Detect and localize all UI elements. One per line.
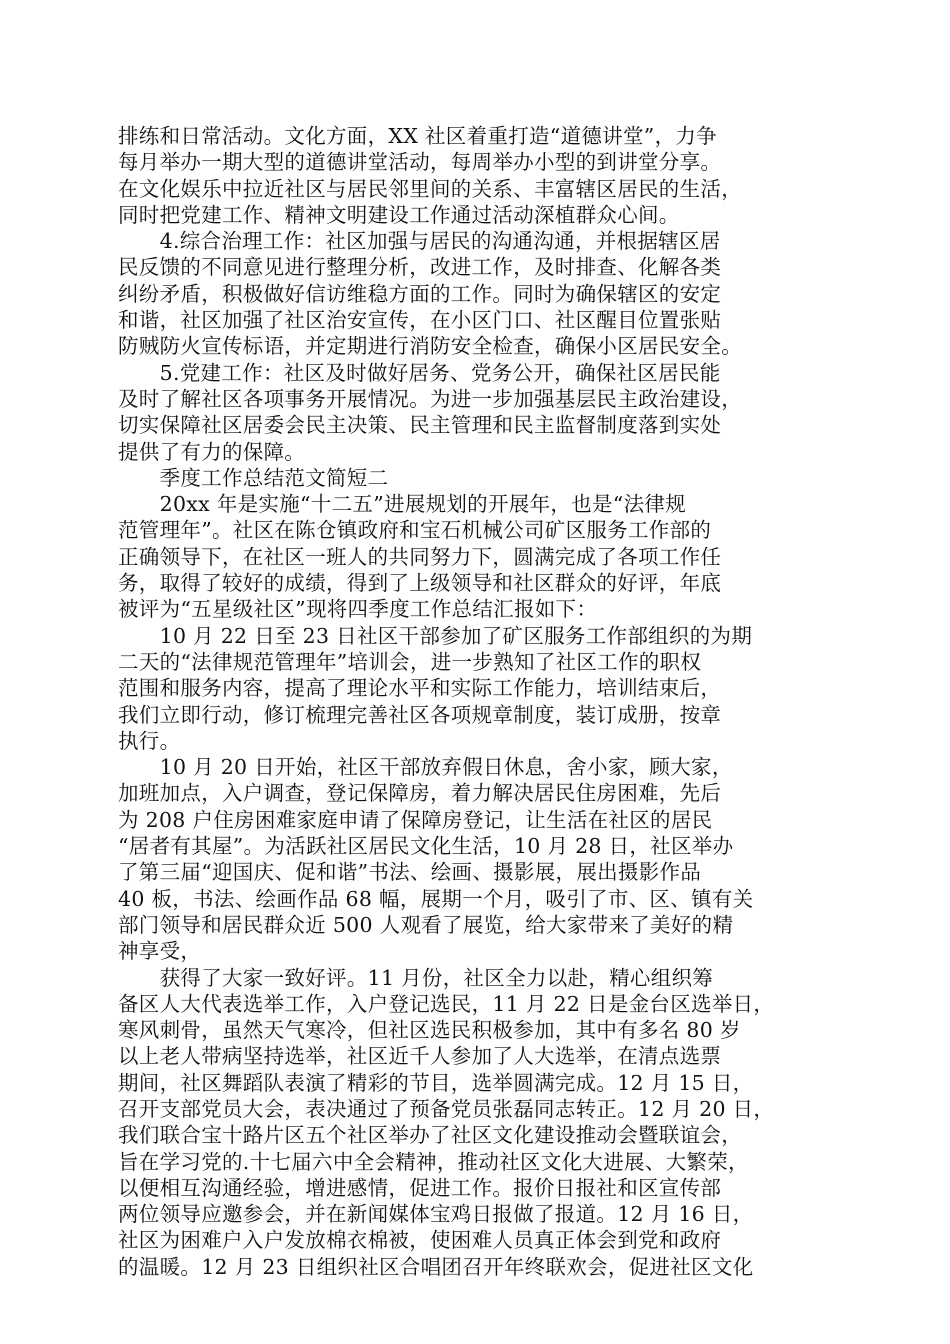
text-line: 执行。 — [118, 728, 181, 753]
text-line: 加班加点，入户调查，登记保障房，着力解决居民住房困难，先后 — [118, 781, 722, 806]
text-line: 务，取得了较好的成绩，得到了上级领导和社区群众的好评，年底 — [118, 571, 722, 596]
document-page — [118, 123, 808, 1280]
text-line: 召开支部党员大会，表决通过了预备党员张磊同志转正。12 月 20 日， — [118, 1096, 775, 1121]
text-line: 社区为困难户入户发放棉衣棉被，使困难人员真正体会到党和政府 — [118, 1228, 722, 1253]
text-line: 为 208 户住房困难家庭申请了保障房登记，让生活在社区的居民 — [118, 807, 713, 832]
text-line: 以便相互沟通经验，增进感情，促进工作。报价日报社和区宣传部 — [118, 1175, 722, 1200]
text-line: 10 月 22 日至 23 日社区干部参加了矿区服务工作部组织的为期 — [118, 623, 753, 648]
text-line: 每月举办一期大型的道德讲堂活动，每周举办小型的到讲堂分享。 — [118, 150, 722, 175]
text-line: 及时了解社区各项事务开展情况。为进一步加强基层民主政治建设， — [118, 386, 742, 411]
text-line: 切实保障社区居委会民主决策、民主管理和民主监督制度落到实处 — [118, 413, 722, 438]
text-line: 20xx 年是实施“十二五”进展规划的开展年，也是“法律规 — [118, 492, 686, 517]
text-line: 获得了大家一致好评。11 月份，社区全力以赴，精心组织筹 — [118, 965, 714, 990]
text-line: 在文化娱乐中拉近社区与居民邻里间的关系、丰富辖区居民的生活， — [118, 176, 742, 201]
text-line: 10 月 20 日开始，社区干部放弃假日休息，舍小家，顾大家， — [118, 755, 733, 780]
text-line: 纠纷矛盾，积极做好信访维稳方面的工作。同时为确保辖区的安定 — [118, 281, 722, 306]
text-line: 的温暖。12 月 23 日组织社区合唱团召开年终联欢会，促进社区文化 — [118, 1254, 754, 1279]
text-line: 寒风刺骨，虽然天气寒冷，但社区选民积极参加，其中有多名 80 岁 — [118, 1018, 741, 1043]
text-line: 提供了有力的保障。 — [118, 439, 306, 464]
section-heading: 季度工作总结范文简短二 — [118, 465, 389, 490]
text-line: 了第三届“迎国庆、促和谐”书法、绘画、摄影展，展出摄影作品 — [118, 860, 702, 885]
text-line: 4.综合治理工作：社区加强与居民的沟通沟通，并根据辖区居 — [118, 229, 721, 254]
text-line: 5.党建工作：社区及时做好居务、党务公开，确保社区居民能 — [118, 360, 721, 385]
text-line: “居者有其屋”。为活跃社区居民文化生活，10 月 28 日，社区举办 — [118, 834, 734, 859]
text-line: 范围和服务内容，提高了理论水平和实际工作能力，培训结束后， — [118, 676, 722, 701]
text-line: 期间，社区舞蹈队表演了精彩的节目，选举圆满完成。12 月 15 日， — [118, 1070, 754, 1095]
text-line: 排练和日常活动。文化方面，XX 社区着重打造“道德讲堂”，力争 — [118, 124, 717, 148]
text-line: 和谐，社区加强了社区治安宣传，在小区门口、社区醒目位置张贴 — [118, 308, 722, 333]
text-line: 民反馈的不同意见进行整理分析，改进工作，及时排查、化解各类 — [118, 255, 722, 280]
text-line: 以上老人带病坚持选举，社区近千人参加了人大选举，在清点选票 — [118, 1044, 722, 1069]
text-line: 两位领导应邀参会，并在新闻媒体宝鸡日报做了报道。12 月 16 日， — [118, 1202, 754, 1227]
text-line: 二天的“法律规范管理年”培训会，进一步熟知了社区工作的职权 — [118, 649, 702, 674]
text-line: 旨在学习党的.十七届六中全会精神，推动社区文化大进展、大繁荣， — [118, 1149, 749, 1174]
text-line: 神享受， — [118, 939, 202, 964]
text-line: 防贼防火宣传标语，并定期进行消防安全检查，确保小区居民安全。 — [118, 334, 742, 359]
text-line: 同时把党建工作、精神文明建设工作通过活动深植群众心间。 — [118, 202, 680, 227]
text-line: 范管理年”。社区在陈仓镇政府和宝石机械公司矿区服务工作部的 — [118, 518, 712, 543]
text-line: 部门领导和居民群众近 500 人观看了展览，给大家带来了美好的精 — [118, 912, 734, 937]
text-line: 我们联合宝十路片区五个社区举办了社区文化建设推动会暨联谊会， — [118, 1123, 742, 1148]
text-line: 正确领导下，在社区一班人的共同努力下，圆满完成了各项工作任 — [118, 544, 722, 569]
text-line: 40 板，书法、绘画作品 68 幅，展期一个月，吸引了市、区、镇有关 — [118, 886, 754, 911]
text-line: 我们立即行动，修订梳理完善社区各项规章制度，装订成册，按章 — [118, 702, 722, 727]
text-line: 备区人大代表选举工作，入户登记选民，11 月 22 日是金台区选举日， — [118, 991, 775, 1016]
text-line: 被评为“五星级社区”现将四季度工作总结汇报如下： — [118, 597, 598, 622]
